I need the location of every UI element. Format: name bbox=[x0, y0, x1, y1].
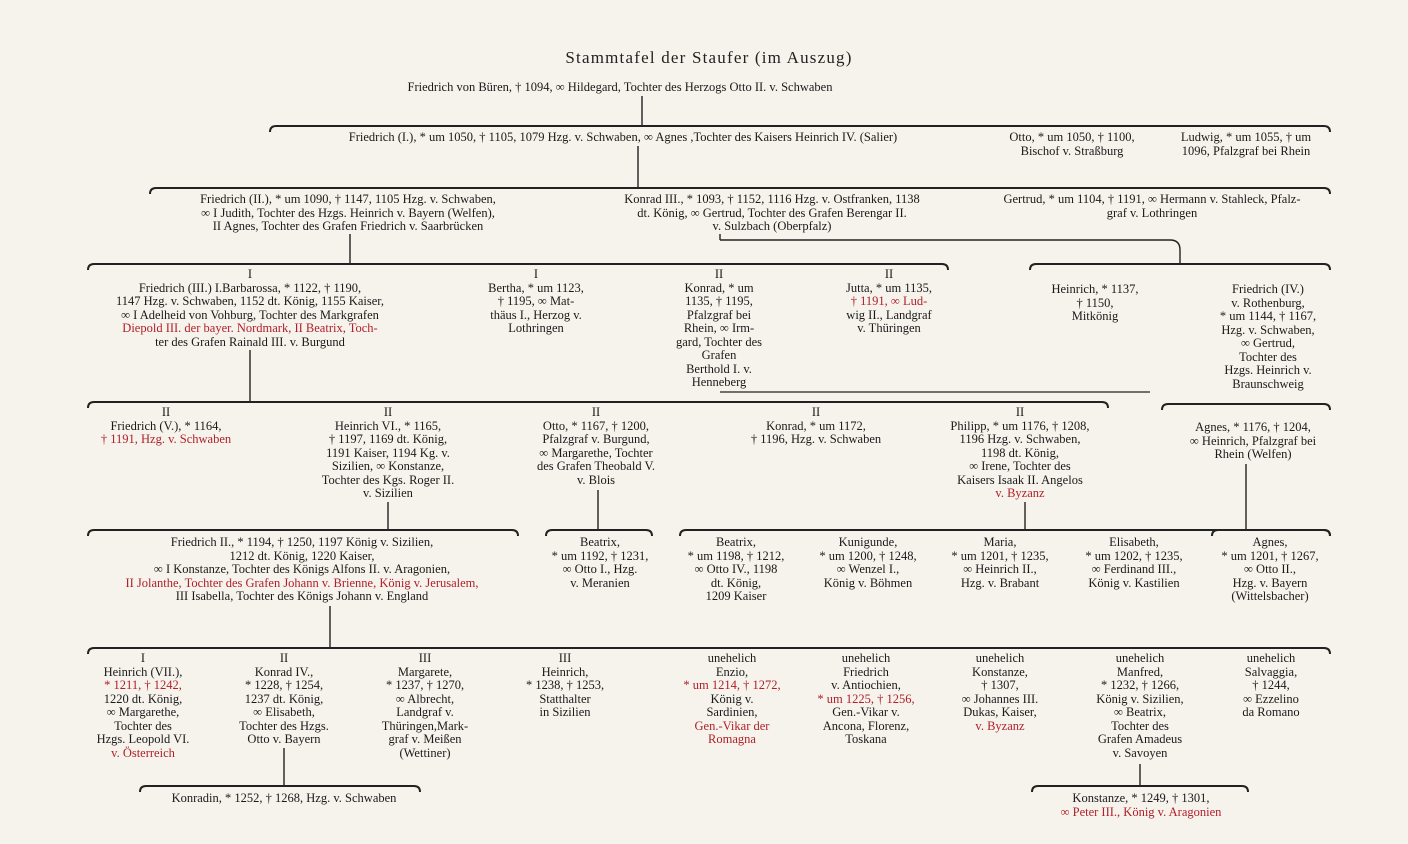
node-line: ∞ Gertrud, bbox=[1240, 336, 1296, 350]
node-line: Diepold III. der bayer. Nordmark, II Beatrix, Toch- bbox=[122, 321, 378, 335]
node-line: (Wettiner) bbox=[399, 745, 451, 760]
node-line: * um 1192, † 1231, bbox=[551, 548, 649, 563]
node-line: * 1228, † 1254, bbox=[244, 678, 324, 692]
node-line: Bertha, * um 1123, bbox=[488, 280, 584, 295]
node-jutta bbox=[822, 268, 956, 336]
node-line: ∞ Peter III., König v. Aragonien bbox=[1060, 804, 1222, 819]
node-line: in Sizilien bbox=[539, 705, 591, 719]
node-line: Tochter des bbox=[114, 718, 172, 733]
node-line: Konradin, * 1252, † 1268, Hzg. v. Schwaben bbox=[171, 791, 397, 805]
node-line: I bbox=[140, 651, 146, 665]
node-beatrix-1198 bbox=[668, 536, 804, 604]
node-line: v. Savoyen bbox=[1112, 745, 1168, 760]
node-line: Friedrich II., * 1194, † 1250, 1197 König v. Sizilien, bbox=[170, 535, 434, 549]
connector-line bbox=[1162, 404, 1330, 410]
node-line: König v. Kastilien bbox=[1088, 575, 1180, 590]
node-line: Heinrich VI., * 1165, bbox=[334, 418, 442, 433]
node-line: Agnes, * 1176, † 1204, bbox=[1195, 420, 1311, 434]
node-line: Bischof v. Straßburg bbox=[1020, 143, 1124, 158]
node-line: Henneberg bbox=[691, 375, 747, 389]
node-line: ∞ I Konstanze, Tochter des Königs Alfons II. v. Aragonien, bbox=[153, 562, 451, 576]
node-line: Sizilien, ∞ Konstanze, bbox=[331, 459, 445, 473]
node-line: III bbox=[558, 651, 572, 665]
node-line: gard, Tochter des bbox=[675, 334, 763, 349]
node-line: * um 1202, † 1235, bbox=[1085, 548, 1183, 563]
node-line: ∞ Heinrich, Pfalzgraf bei bbox=[1189, 433, 1317, 448]
node-line: Ludwig, * um 1055, † um bbox=[1180, 130, 1312, 144]
node-line: Rhein (Welfen) bbox=[1214, 447, 1292, 461]
node-line: dt. König, bbox=[710, 575, 762, 590]
node-line: ∞ Margarethe, bbox=[106, 705, 180, 719]
node-line: v. Rothenburg, bbox=[1231, 295, 1305, 310]
node-line: Manfred, bbox=[1116, 664, 1164, 679]
node-konrad-iv bbox=[220, 652, 348, 747]
chart-title: Stammtafel der Staufer (im Auszug) bbox=[565, 48, 853, 67]
node-line: Friedrich bbox=[843, 664, 889, 679]
node-line: Heinrich, * 1137, bbox=[1051, 282, 1139, 296]
node-line: Tochter des bbox=[1239, 349, 1297, 364]
node-buren bbox=[300, 81, 940, 95]
node-line: Konstanze, * 1249, † 1301, bbox=[1072, 791, 1210, 805]
node-line: unehelich bbox=[707, 651, 757, 665]
node-line: Gen.-Vikar der bbox=[694, 718, 770, 733]
node-line: II bbox=[383, 405, 393, 419]
node-line: Konrad III., * 1093, † 1152, 1116 Hzg. v. Ostfranken, 1138 bbox=[624, 192, 920, 206]
node-line: v. Meranien bbox=[570, 575, 630, 590]
node-line: * 1238, † 1253, bbox=[525, 678, 605, 692]
node-line: König v. Sizilien, bbox=[1096, 691, 1184, 706]
node-line: Toskana bbox=[845, 732, 887, 746]
node-line: Kunigunde, bbox=[838, 535, 898, 549]
node-line: Heinrich, bbox=[541, 664, 589, 679]
node-otto-strassburg bbox=[984, 131, 1160, 158]
node-line: * um 1201, † 1235, bbox=[951, 548, 1049, 563]
node-line: Friedrich (IV.) bbox=[1232, 282, 1304, 296]
node-line: * um 1225, † 1256, bbox=[817, 691, 915, 706]
node-line: 1198 dt. König, bbox=[980, 445, 1059, 460]
node-line: thäus I., Herzog v. bbox=[490, 307, 582, 322]
node-line: Konrad IV., bbox=[254, 664, 314, 679]
node-konrad-1172 bbox=[720, 406, 912, 447]
node-line: v. Antiochien, bbox=[831, 678, 901, 692]
node-line: (Wittelsbacher) bbox=[1231, 589, 1309, 603]
node-line: Lothringen bbox=[508, 321, 564, 335]
node-line: ∞ I Judith, Tochter des Hzgs. Heinrich v. Bayern (Welfen), bbox=[201, 205, 495, 220]
node-line: Tochter des bbox=[1111, 718, 1169, 733]
node-line: da Romano bbox=[1242, 705, 1300, 719]
node-line: † 1150, bbox=[1076, 295, 1114, 310]
node-line: ∞ Ezzelino bbox=[1243, 691, 1299, 706]
node-line: ∞ Heinrich II., bbox=[963, 562, 1037, 576]
node-line: dt. König, ∞ Gertrud, Tochter des Grafen Berengar II. bbox=[637, 205, 907, 220]
node-line: Sardinien, bbox=[706, 705, 758, 719]
node-line: v. Thüringen bbox=[857, 321, 921, 335]
node-konstanze-1249 bbox=[1028, 792, 1254, 819]
node-line: ∞ Irene, Tochter des bbox=[969, 459, 1071, 473]
node-line: Otto, * 1167, † 1200, bbox=[542, 418, 650, 433]
node-line: ∞ Otto IV., 1198 bbox=[694, 562, 778, 576]
node-kunigunde bbox=[800, 536, 936, 590]
node-line: ∞ I Adelheid von Vohburg, Tochter des Markgrafen bbox=[121, 307, 379, 322]
node-line: * um 1201, † 1267, bbox=[1221, 548, 1319, 563]
node-line: v. Byzanz bbox=[975, 718, 1025, 733]
node-line: Gertrud, * um 1104, † 1191, ∞ Hermann v. Stahleck, Pfalz- bbox=[1003, 192, 1301, 206]
node-line: Friedrich (II.), * um 1090, † 1147, 1105 Hzg. v. Schwaben, bbox=[200, 192, 496, 206]
node-line: † 1191, ∞ Lud- bbox=[850, 294, 928, 308]
node-line: ∞ Wenzel I., bbox=[836, 562, 900, 576]
node-line: graf v. Meißen bbox=[388, 732, 462, 746]
node-line: * 1232, † 1266, bbox=[1100, 678, 1180, 692]
node-line: † 1191, Hzg. v. Schwaben bbox=[100, 432, 232, 446]
node-friedrich-iv bbox=[1188, 283, 1348, 391]
node-line: ∞ Beatrix, bbox=[1114, 705, 1166, 719]
node-line: Friedrich (I.), * um 1050, † 1105, 1079 Hzg. v. Schwaben, ∞ Agnes ,Tochter des Kaisers Heinrich IV. (Salier) bbox=[348, 130, 898, 144]
node-line: Romagna bbox=[708, 732, 756, 746]
node-bertha bbox=[466, 268, 606, 336]
node-line: v. Sizilien bbox=[363, 486, 413, 500]
node-line: Pfalzgraf bei bbox=[686, 307, 752, 322]
node-line: v. Blois bbox=[576, 472, 616, 487]
node-line: Enzio, bbox=[715, 664, 749, 679]
node-line: Konstanze, bbox=[972, 664, 1028, 679]
node-line: Pfalzgraf v. Burgund, bbox=[542, 432, 650, 446]
node-line: ∞ Albrecht, bbox=[395, 691, 455, 706]
node-line: Ancona, Florenz, bbox=[822, 718, 910, 733]
node-line: Grafen Amadeus bbox=[1097, 732, 1183, 746]
node-line: II bbox=[884, 267, 894, 281]
node-elisabeth bbox=[1066, 536, 1202, 590]
node-line: Konrad, * um bbox=[684, 280, 754, 295]
node-line: 1096, Pfalzgraf bei Rhein bbox=[1181, 143, 1311, 158]
node-philipp bbox=[922, 406, 1118, 501]
node-friedrich-ii-hzg bbox=[138, 193, 558, 234]
node-line: * um 1144, † 1167, bbox=[1219, 309, 1317, 323]
node-line: ∞ Ferdinand III., bbox=[1091, 562, 1177, 576]
node-line: II bbox=[1015, 405, 1025, 419]
node-line: 1212 dt. König, 1220 Kaiser, bbox=[229, 548, 375, 563]
node-ludwig bbox=[1160, 131, 1332, 158]
node-line: Tochter des Kgs. Roger II. bbox=[321, 472, 455, 487]
node-line: unehelich bbox=[841, 651, 891, 665]
node-line: II bbox=[811, 405, 821, 419]
node-line: Jutta, * um 1135, bbox=[846, 280, 932, 295]
node-line: 1220 dt. König, bbox=[103, 691, 183, 706]
node-line: König v. Böhmen bbox=[823, 575, 913, 590]
node-line: ∞ Elisabeth, bbox=[253, 705, 315, 719]
node-line: ∞ Otto I., Hzg. bbox=[562, 562, 638, 576]
node-line: Beatrix, bbox=[716, 535, 756, 549]
node-line: Tochter des Hzgs. bbox=[239, 718, 329, 733]
node-line: Hzgs. Heinrich v. bbox=[1224, 363, 1312, 377]
node-line: ∞ Otto II., bbox=[1244, 562, 1296, 576]
node-line: Berthold I. v. bbox=[686, 361, 752, 376]
node-line: ∞ Margarethe, Tochter bbox=[539, 445, 653, 460]
node-line: ∞ Johannes III. bbox=[961, 691, 1039, 706]
node-line: II bbox=[591, 405, 601, 419]
node-line: v. Byzanz bbox=[995, 486, 1045, 500]
node-line: * 1237, † 1270, bbox=[385, 678, 465, 692]
node-line: III Isabella, Tochter des Königs Johann v. England bbox=[175, 589, 429, 603]
node-enzio bbox=[666, 652, 798, 747]
node-gertrud bbox=[966, 193, 1338, 220]
node-heinrich-1238 bbox=[500, 652, 630, 720]
node-line: III bbox=[418, 651, 432, 665]
node-friedrich-i bbox=[272, 131, 974, 145]
node-line: Hzg. v. Schwaben, bbox=[1221, 322, 1315, 337]
node-line: wig II., Landgraf bbox=[846, 307, 932, 322]
node-line: v. Sulzbach (Oberpfalz) bbox=[712, 219, 832, 233]
node-line: * 1211, † 1242, bbox=[104, 678, 182, 692]
node-line: Dukas, Kaiser, bbox=[963, 705, 1037, 719]
node-line: König v. bbox=[710, 691, 754, 706]
node-line: 1209 Kaiser bbox=[705, 589, 767, 603]
node-line: I bbox=[533, 267, 539, 281]
node-line: Kaisers Isaak II. Angelos bbox=[957, 472, 1083, 487]
node-line: Braunschweig bbox=[1232, 376, 1304, 391]
node-line: Agnes, bbox=[1252, 535, 1288, 549]
node-friedrich-antiochien bbox=[800, 652, 932, 747]
node-line: Rhein, ∞ Irm- bbox=[683, 321, 755, 335]
node-line: Philipp, * um 1176, † 1208, bbox=[950, 418, 1090, 433]
node-line: † 1307, bbox=[981, 678, 1019, 692]
node-line: II Agnes, Tochter des Grafen Friedrich v. Saarbrücken bbox=[212, 219, 484, 233]
node-line: Otto v. Bayern bbox=[247, 732, 321, 746]
node-line: v. Österreich bbox=[111, 745, 175, 760]
node-barbarossa bbox=[70, 268, 430, 349]
node-friedrich-ii-kaiser bbox=[72, 536, 532, 604]
node-line: Statthalter bbox=[539, 691, 591, 706]
node-line: † 1195, ∞ Mat- bbox=[497, 294, 575, 308]
node-line: Maria, bbox=[983, 535, 1017, 549]
node-line: Margarete, bbox=[397, 664, 453, 679]
node-line: † 1196, Hzg. v. Schwaben bbox=[750, 432, 882, 446]
node-salvaggia bbox=[1206, 652, 1336, 720]
node-line: Friedrich von Büren, † 1094, ∞ Hildegard, Tochter des Herzogs Otto II. v. Schwaben bbox=[407, 80, 833, 94]
node-line: Gen.-Vikar v. bbox=[832, 705, 900, 719]
node-line: † 1244, bbox=[1252, 678, 1290, 692]
node-line: 1135, † 1195, bbox=[685, 294, 753, 308]
node-line: 1237 dt. König, bbox=[244, 691, 324, 706]
node-line: Hzg. v. Bayern bbox=[1232, 575, 1308, 590]
node-line: Mitkönig bbox=[1071, 309, 1119, 323]
node-maria bbox=[932, 536, 1068, 590]
node-heinrich-1137 bbox=[1020, 283, 1170, 324]
node-line: * um 1198, † 1212, bbox=[687, 548, 785, 563]
node-line: Hzgs. Leopold VI. bbox=[96, 732, 190, 746]
node-line: 1191 Kaiser, 1194 Kg. v. bbox=[326, 445, 450, 460]
node-line: Hzg. v. Brabant bbox=[960, 575, 1040, 590]
node-beatrix-1192 bbox=[530, 536, 670, 590]
node-line: II bbox=[714, 267, 724, 281]
node-line: * um 1200, † 1248, bbox=[819, 548, 917, 563]
node-line: unehelich bbox=[975, 651, 1025, 665]
node-line: Thüringen,Mark- bbox=[381, 718, 469, 733]
node-line: Konrad, * um 1172, bbox=[766, 418, 866, 433]
node-line: Heinrich (VII.), bbox=[103, 664, 183, 679]
node-line: Grafen bbox=[701, 348, 737, 362]
node-line: II bbox=[161, 405, 171, 419]
node-agnes-1201 bbox=[1200, 536, 1340, 604]
node-agnes-1176 bbox=[1168, 421, 1338, 462]
node-line: II bbox=[279, 651, 289, 665]
node-line: Beatrix, bbox=[580, 535, 620, 549]
node-line: unehelich bbox=[1115, 651, 1165, 665]
node-line: Salvaggia, bbox=[1244, 664, 1298, 679]
node-line: I bbox=[247, 267, 253, 281]
node-line: Elisabeth, bbox=[1109, 535, 1159, 549]
node-otto-burgund bbox=[508, 406, 684, 487]
node-konrad-pfalzgraf bbox=[652, 268, 786, 390]
node-line: II Jolanthe, Tochter des Grafen Johann v. Brienne, König v. Jerusalem, bbox=[125, 575, 479, 590]
connector-line bbox=[1030, 264, 1330, 270]
node-konstanze-1307 bbox=[934, 652, 1066, 733]
node-konradin bbox=[136, 792, 432, 806]
node-line: * um 1214, † 1272, bbox=[683, 678, 781, 692]
node-line: Otto, * um 1050, † 1100, bbox=[1009, 130, 1135, 144]
node-line: graf v. Lothringen bbox=[1106, 205, 1198, 220]
node-line: 1196 Hzg. v. Schwaben, bbox=[959, 432, 1081, 446]
node-friedrich-v bbox=[78, 406, 254, 447]
node-line: Friedrich (V.), * 1164, bbox=[110, 418, 222, 433]
node-konrad-iii bbox=[586, 193, 958, 234]
node-line: Friedrich (III.) I.Barbarossa, * 1122, † 1190, bbox=[138, 280, 362, 295]
node-line: 1147 Hzg. v. Schwaben, 1152 dt. König, 1155 Kaiser, bbox=[115, 294, 385, 308]
node-line: unehelich bbox=[1246, 651, 1296, 665]
connector-line bbox=[720, 240, 1180, 264]
node-line: ter des Grafen Rainald III. v. Burgund bbox=[155, 334, 345, 349]
node-line: des Grafen Theobald V. bbox=[536, 459, 656, 473]
node-line: † 1197, 1169 dt. König, bbox=[328, 432, 448, 446]
node-margarete bbox=[360, 652, 490, 760]
node-heinrich-vi bbox=[290, 406, 486, 501]
node-heinrich-vii bbox=[78, 652, 208, 760]
node-manfred bbox=[1070, 652, 1210, 760]
node-line: Landgraf v. bbox=[396, 705, 454, 719]
